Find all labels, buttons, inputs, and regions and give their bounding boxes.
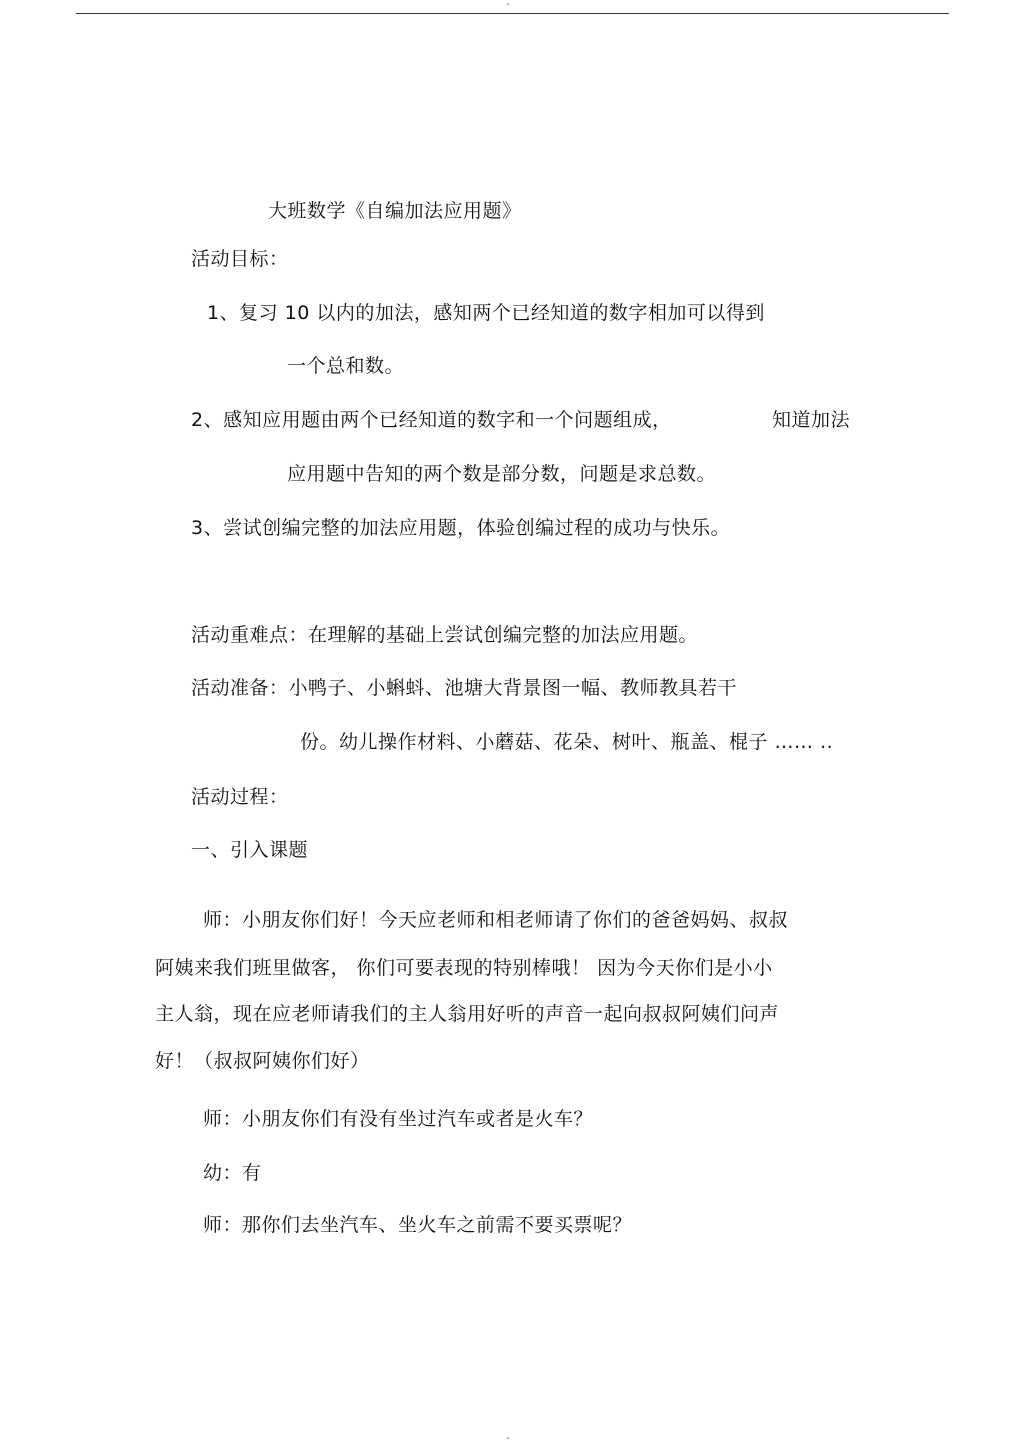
paragraph-1-line-2: 阿姨来我们班里做客， 你们可要表现的特别棒哦！ 因为今天你们是小小 xyxy=(155,957,773,979)
dialogue-line-2: 幼：有 xyxy=(203,1162,262,1184)
objective-2-line-2: 应用题中告知的两个数是部分数，问题是求总数。 xyxy=(287,463,717,485)
section-1-heading: 一、引入课题 xyxy=(191,839,309,861)
objective-1-line-1: 1、复习 10 以内的加法，感知两个已经知道的数字相加可以得到 xyxy=(207,302,765,324)
objectives-heading: 活动目标： xyxy=(191,248,289,270)
document-title: 大班数学《自编加法应用题》 xyxy=(268,200,522,222)
preparation-line-2: 份。幼儿操作材料、小蘑菇、花朵、树叶、瓶盖、棍子 …… .. xyxy=(300,731,834,753)
header-mark: - xyxy=(506,0,510,10)
dialogue-line-3: 师：那你们去坐汽车、坐火车之前需不要买票呢？ xyxy=(203,1214,633,1236)
footer-mark: - xyxy=(506,1433,510,1444)
objective-2-line-1: 2、感知应用题由两个已经知道的数字和一个问题组成， xyxy=(191,409,672,431)
paragraph-1-line-1: 师：小朋友你们好！今天应老师和相老师请了你们的爸爸妈妈、叔叔 xyxy=(203,909,789,931)
objective-3: 3、尝试创编完整的加法应用题，体验创编过程的成功与快乐。 xyxy=(191,517,731,539)
key-points: 活动重难点：在理解的基础上尝试创编完整的加法应用题。 xyxy=(191,624,699,646)
paragraph-1-line-3: 主人翁，现在应老师请我们的主人翁用好听的声音一起向叔叔阿姨们问声 xyxy=(155,1003,780,1025)
objective-1-line-2: 一个总和数。 xyxy=(287,355,405,377)
dialogue-line-1: 师：小朋友你们有没有坐过汽车或者是火车？ xyxy=(203,1108,594,1130)
process-heading: 活动过程： xyxy=(191,786,289,808)
paragraph-1-line-4: 好！（叔叔阿姨你们好） xyxy=(155,1050,370,1072)
preparation-line-1: 活动准备：小鸭子、小蝌蚪、池塘大背景图一幅、教师教具若干 xyxy=(191,677,738,699)
header-rule xyxy=(76,13,949,14)
objective-2-line-1-tail: 知道加法 xyxy=(772,409,851,431)
